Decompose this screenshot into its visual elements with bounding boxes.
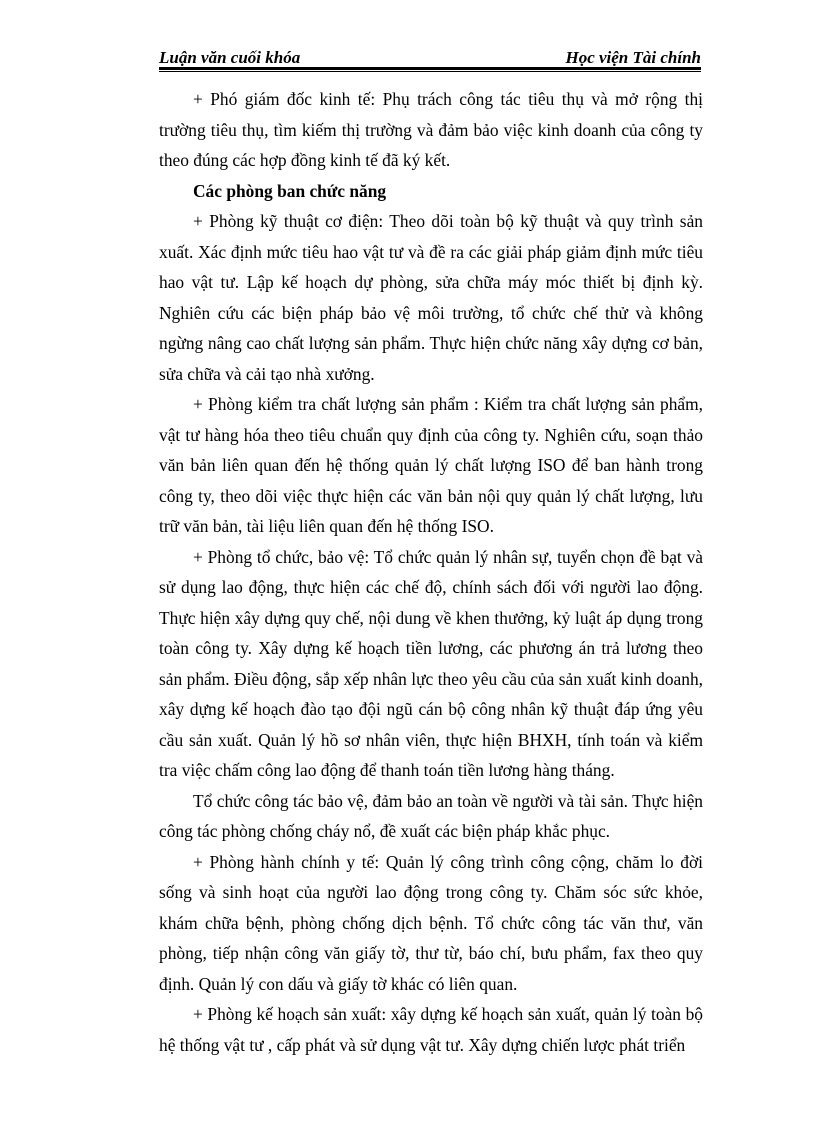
- header-right-title: Học viện Tài chính: [565, 48, 701, 67]
- header-rule-thick: [159, 67, 701, 70]
- header-left-title: Luận văn cuối khóa: [159, 48, 301, 67]
- paragraph: + Phòng hành chính y tế: Quản lý công trình công cộng, chăm lo đời sống và sinh hoạt của người lao động trong công ty. Chăm sóc sức khỏe, khám chữa bệnh, phòng chống dịch bệnh. Tổ chức công tác văn thư, văn phòng, tiếp nhận công văn giấy tờ, thư từ, báo chí, bưu phẩm, fax theo quy định. Quản lý con dấu và giấy tờ khác có liên quan.: [159, 851, 703, 994]
- paragraph: + Phòng kỹ thuật cơ điện: Theo dõi toàn bộ kỹ thuật và quy trình sản xuất. Xác định mức tiêu hao vật tư và đề ra các giải pháp giảm định mức tiêu hao vật tư. Lập kế hoạch dự phòng, sửa chữa máy móc thiết bị định kỳ. Nghiên cứu các biện pháp bảo vệ môi trường, tổ chức chế thử và không ngừng nâng cao chất lượng sản phẩm. Thực hiện chức năng xây dựng cơ bản, sửa chữa và cải tạo nhà xưởng.: [159, 211, 703, 384]
- paragraph: + Phó giám đốc kinh tế: Phụ trách công tác tiêu thụ và mở rộng thị trường tiêu thụ, tìm kiếm thị trường và đảm bảo việc kinh doanh của công ty theo đúng các hợp đồng kinh tế đã ký kết.: [159, 89, 703, 170]
- body-text: [159, 84, 703, 1060]
- paragraph: + Phòng kiểm tra chất lượng sản phẩm : Kiểm tra chất lượng sản phẩm, vật tư hàng hóa theo tiêu chuẩn quy định của công ty. Nghiên cứu, soạn thảo văn bản liên quan đến hệ thống quản lý chất lượng ISO để ban hành trong công ty, theo dõi việc thực hiện các văn bản nội quy quản lý chất lượng, lưu trữ văn bản, tài liệu liên quan đến hệ thống ISO.: [159, 394, 703, 536]
- paragraph: + Phòng kế hoạch sản xuất: xây dựng kế hoạch sản xuất, quản lý toàn bộ hệ thống vật tư , cấp phát và sử dụng vật tư. Xây dựng chiến lược phát triển: [159, 1004, 703, 1055]
- header-rule-thin: [159, 71, 701, 72]
- paragraph: + Phòng tổ chức, bảo vệ: Tổ chức quản lý nhân sự, tuyển chọn đề bạt và sử dụng lao động, thực hiện các chế độ, chính sách đối với người lao động. Thực hiện xây dựng quy chế, nội dung về khen thưởng, kỷ luật áp dụng trong toàn công ty. Xây dựng kế hoạch tiền lương, các phương án trả lương theo sản phẩm. Điều động, sắp xếp nhân lực theo yêu cầu của sản xuất kinh doanh, xây dựng kế hoạch đào tạo đội ngũ cán bộ công nhân kỹ thuật đáp ứng yêu cầu sản xuất. Quản lý hồ sơ nhân viên, thực hiện BHXH, tính toán và kiểm tra việc chấm công lao động để thanh toán tiền lương hàng tháng.: [159, 546, 703, 780]
- page-header: [159, 44, 701, 70]
- paragraph: Tổ chức công tác bảo vệ, đảm bảo an toàn về người và tài sản. Thực hiện công tác phòng chống cháy nổ, đề xuất các biện pháp khắc phục.: [159, 790, 703, 841]
- section-heading: Các phòng ban chức năng: [193, 180, 387, 201]
